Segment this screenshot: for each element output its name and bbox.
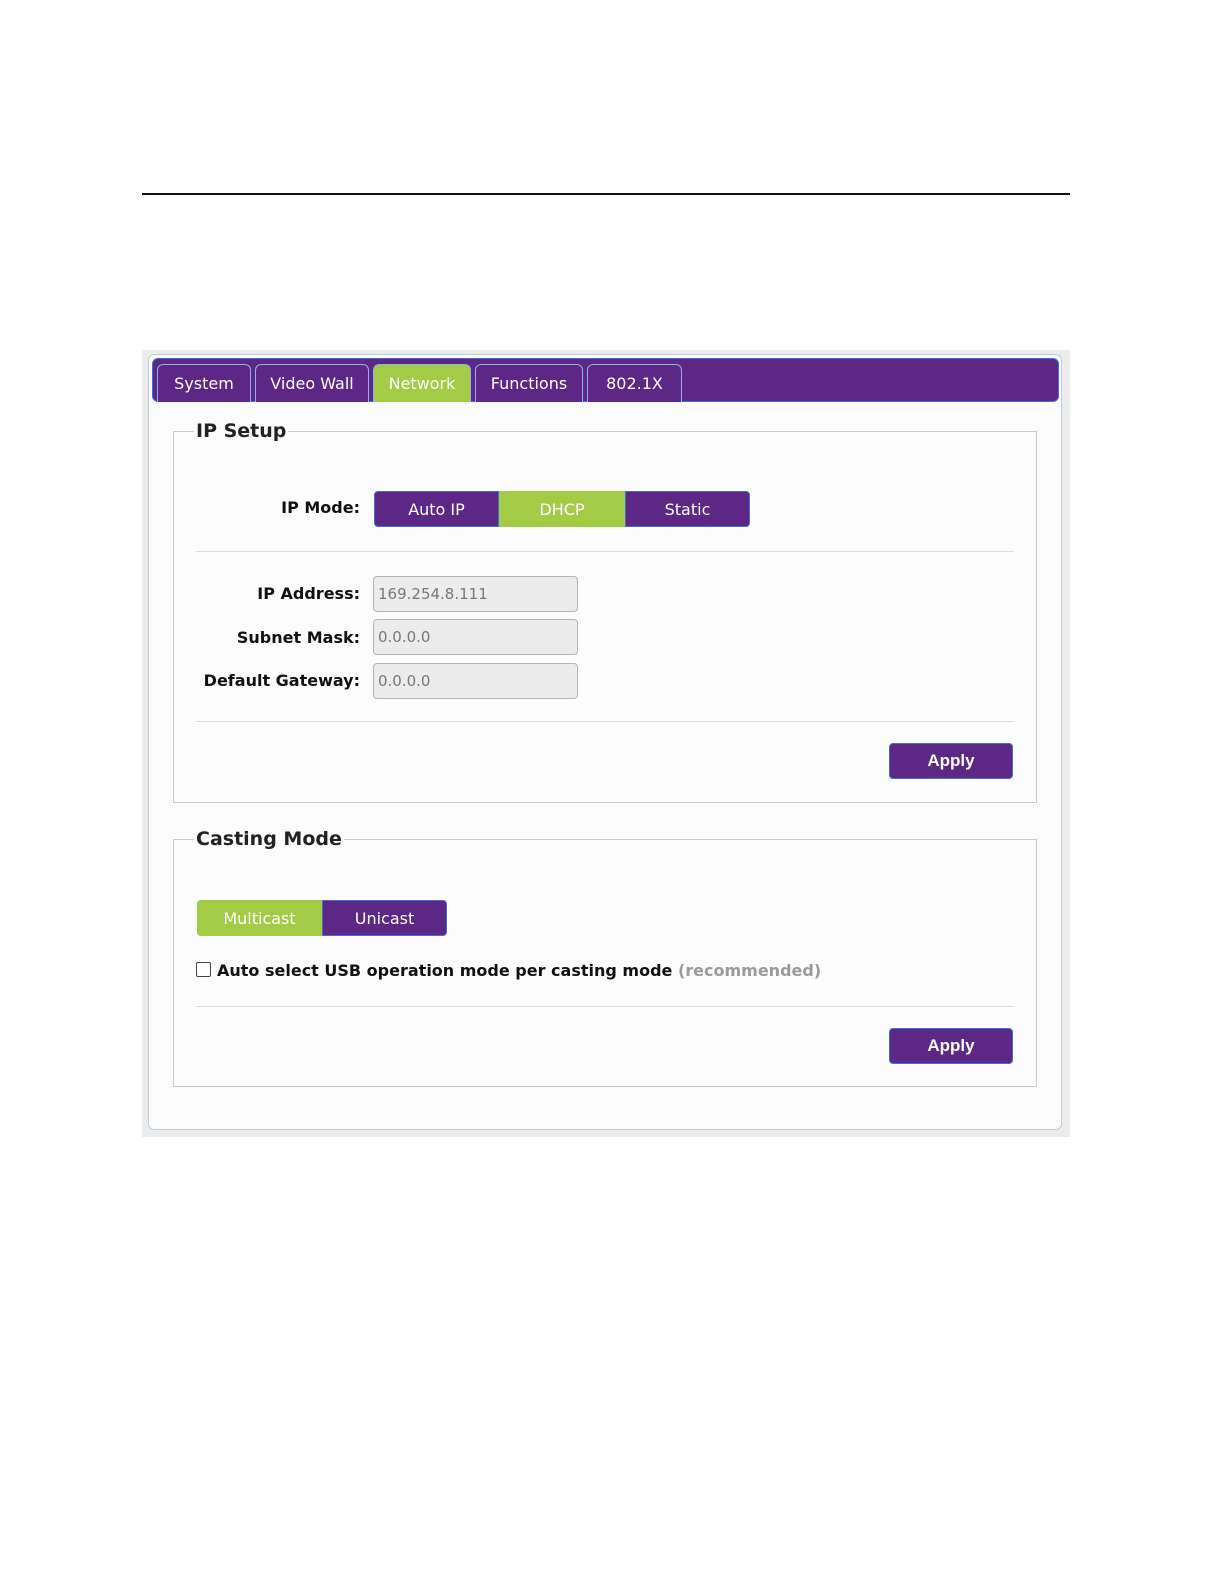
auto-usb-mode-checkbox[interactable] (196, 962, 211, 977)
auto-usb-mode-label (217, 961, 821, 980)
casting-mode-apply-button[interactable]: Apply (889, 1028, 1013, 1064)
casting-mode-title: Casting Mode (196, 828, 342, 850)
ip-mode-dhcp-button[interactable]: DHCP (499, 491, 625, 527)
ip-setup-apply-button[interactable]: Apply (889, 743, 1013, 779)
auto-usb-mode-text: Auto select USB operation mode per casting mode (217, 961, 673, 980)
subnet-mask-label: Subnet Mask: (236, 628, 360, 647)
tab-video-wall[interactable]: Video Wall (255, 364, 369, 402)
casting-multicast-button[interactable]: Multicast (197, 900, 322, 936)
ip-fields-divider (196, 721, 1014, 722)
subnet-mask-field[interactable] (373, 619, 578, 655)
recommended-note: (recommended) (677, 961, 822, 980)
tab-functions[interactable]: Functions (475, 364, 583, 402)
ip-setup-title: IP Setup (196, 420, 287, 442)
ip-mode-static-button[interactable]: Static (625, 491, 750, 527)
casting-divider (196, 1006, 1014, 1007)
tab-network[interactable]: Network (373, 364, 471, 402)
default-gateway-field[interactable] (373, 663, 578, 699)
ip-mode-divider (196, 551, 1014, 552)
ip-address-label: IP Address: (257, 584, 360, 603)
tab-802-1x[interactable]: 802.1X (587, 364, 682, 402)
ip-mode-label: IP Mode: (281, 498, 360, 517)
ip-address-field[interactable] (373, 576, 578, 612)
tab-system[interactable]: System (157, 364, 251, 402)
top-rule (142, 193, 1070, 195)
casting-unicast-button[interactable]: Unicast (322, 900, 447, 936)
ip-mode-auto-ip-button[interactable]: Auto IP (374, 491, 499, 527)
default-gateway-label: Default Gateway: (203, 671, 360, 690)
